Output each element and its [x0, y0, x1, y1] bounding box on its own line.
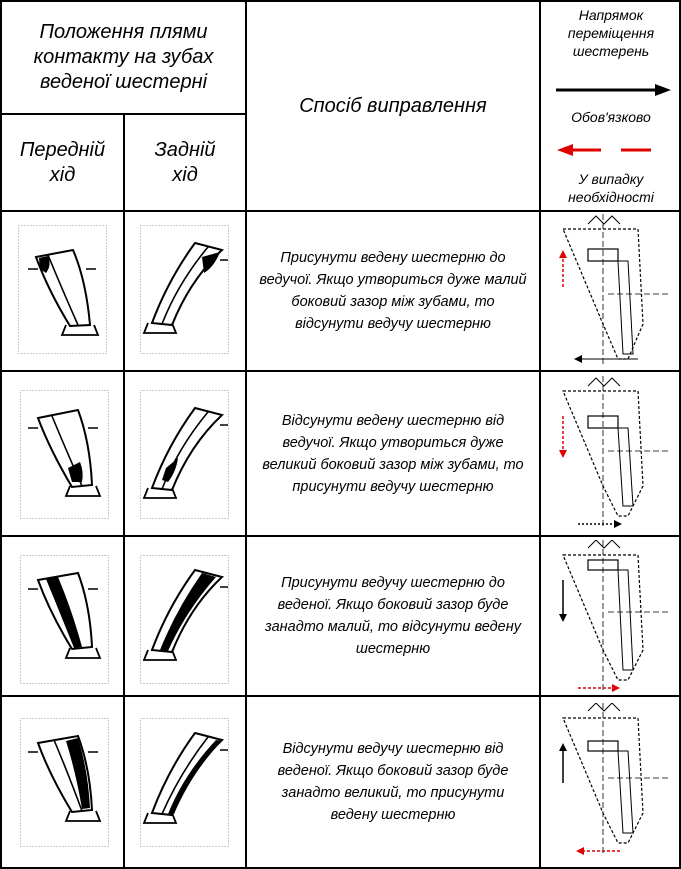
forward-tooth-row-2: [20, 390, 110, 520]
legend-if-needed: У випадку необхідності: [568, 171, 654, 205]
reverse-tooth-row-4: [140, 718, 230, 848]
header-reverse: Задній хід: [154, 138, 216, 186]
gear-tooth-icon: [20, 555, 110, 685]
gear-tooth-icon: [140, 718, 230, 848]
method-text-row-4: Відсунути ведучу шестерню від веденої. Якщо боковий зазор буде занадто великий, то присунути ведену шестерню: [277, 741, 509, 823]
forward-tooth-row-1: [18, 225, 108, 355]
gear-tooth-icon: [20, 390, 110, 520]
bevel-gear-diagram-icon: [548, 540, 673, 695]
header-forward: Передній хід: [19, 138, 106, 186]
divider-method-right: [539, 0, 541, 869]
gear-tooth-icon: [140, 225, 230, 355]
bevel-gear-diagram-icon: [548, 376, 673, 531]
gear-diagram-row-2: [548, 376, 673, 531]
reverse-tooth-row-1: [140, 225, 230, 355]
legend-mandatory: Обов'язково: [571, 109, 651, 125]
reverse-tooth-row-2: [140, 390, 230, 520]
header-contact-position: Положення плями контакту на зубах веденої шестерні: [33, 21, 214, 93]
bevel-gear-diagram-icon: [548, 214, 673, 369]
gear-tooth-icon: [140, 555, 230, 685]
gear-diagram-row-3: [548, 540, 673, 695]
mandatory-arrow-icon: [541, 80, 681, 100]
gear-tooth-icon: [140, 390, 230, 520]
bevel-gear-diagram-icon: [548, 703, 673, 858]
gear-diagram-row-4: [548, 703, 673, 858]
gear-tooth-icon: [20, 718, 110, 848]
optional-arrow-icon: [541, 140, 681, 160]
header-method: Спосіб виправлення: [299, 94, 487, 117]
divider-forward-reverse: [123, 113, 125, 869]
gear-diagram-row-1: [548, 214, 673, 369]
method-text-row-2: Відсунути ведену шестерню від ведучої. Якщо утвориться дуже великий боковий зазор між зубами, то присунути ведучу шестерню: [262, 412, 524, 495]
header-direction: Напрямок переміщення шестерень: [567, 7, 655, 59]
forward-tooth-row-3: [20, 555, 110, 685]
forward-tooth-row-4: [20, 718, 110, 848]
gear-tooth-icon: [18, 225, 108, 355]
method-text-row-1: Присунути ведену шестерню до ведучої. Якщо утвориться дуже малий боковий зазор між зубами, то відсунути ведучу шестерню: [259, 250, 527, 332]
reverse-tooth-row-3: [140, 555, 230, 685]
method-text-row-3: Присунути ведучу шестерню до веденої. Якщо боковий зазор буде занадто малий, то відсунути ведену шестерню: [265, 575, 521, 657]
